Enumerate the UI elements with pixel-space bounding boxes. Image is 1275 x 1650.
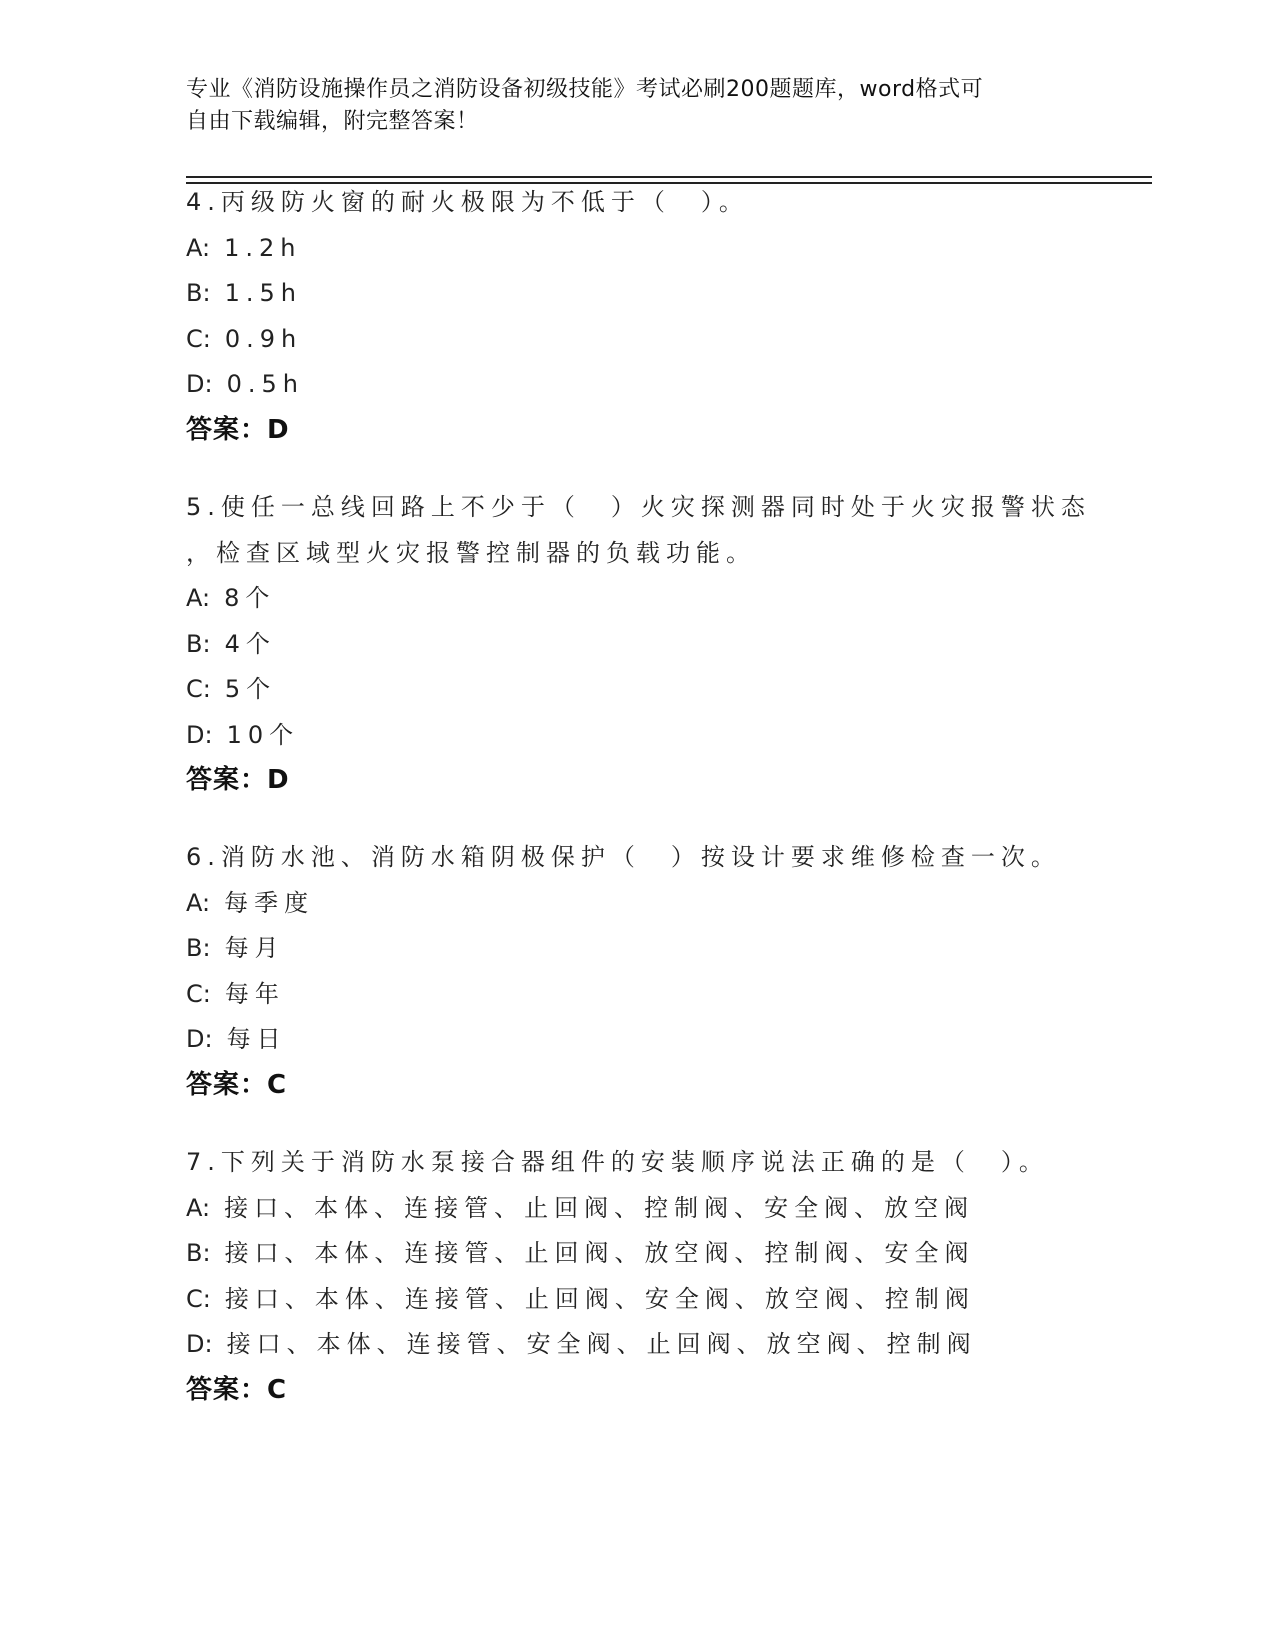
option-c: C: 5个: [186, 675, 277, 703]
option-text: 0.5h: [226, 370, 304, 398]
option-b: B: 每月: [186, 934, 285, 962]
question-text: 6.消防水池、消防水箱阴极保护（ ）按设计要求维修检查一次。: [186, 843, 1061, 871]
option-b: B: 接口、本体、连接管、止回阀、放空阀、控制阀、安全阀: [186, 1239, 975, 1267]
option-a: A: 1.2h: [186, 233, 302, 262]
option-d: D: 每日: [186, 1025, 287, 1053]
option-a: A: 接口、本体、连接管、止回阀、控制阀、安全阀、放空阀: [186, 1193, 975, 1222]
question-text-continued: ，检查区域型火灾报警控制器的负载功能。: [186, 538, 756, 567]
option-letter: D: [186, 1330, 205, 1358]
question-text: 7.下列关于消防水泵接合器组件的安装顺序说法正确的是（ ）。: [186, 1148, 1049, 1176]
option-text: 每日: [226, 1025, 287, 1053]
option-letter: D: [186, 720, 205, 749]
option-text: 接口、本体、连接管、止回阀、放空阀、控制阀、安全阀: [224, 1239, 975, 1267]
option-d: D: 0.5h: [186, 370, 304, 398]
header-line-1: 专业《消防设施操作员之消防设备初级技能》考试必刷200题题库，word格式可: [186, 77, 984, 102]
question-7: [186, 1140, 1086, 1413]
option-c: C: 接口、本体、连接管、止回阀、安全阀、放空阀、控制阀: [186, 1284, 975, 1313]
option-text: 5个: [224, 675, 277, 703]
option-letter: C: [186, 324, 203, 353]
option-d: D: 接口、本体、连接管、安全阀、止回阀、放空阀、控制阀: [186, 1330, 977, 1358]
option-letter: A: [186, 584, 202, 612]
option-text: 接口、本体、连接管、止回阀、安全阀、放空阀、控制阀: [224, 1284, 975, 1313]
option-letter: D: [186, 1025, 205, 1053]
option-text: 1.2h: [224, 233, 302, 262]
option-text: 每季度: [224, 888, 315, 917]
answer-label: 答案：D: [186, 414, 290, 445]
option-letter: B: [186, 629, 203, 658]
option-text: 10个: [226, 720, 300, 749]
header-line-2: 自由下载编辑，附完整答案！: [186, 109, 479, 134]
option-letter: C: [186, 1284, 203, 1313]
question-4: [186, 180, 1086, 453]
answer-label: 答案：C: [186, 1069, 288, 1100]
option-letter: A: [186, 888, 202, 917]
option-a: A: 8个: [186, 584, 276, 612]
option-letter: B: [186, 934, 203, 962]
option-text: 接口、本体、连接管、止回阀、控制阀、安全阀、放空阀: [224, 1193, 975, 1222]
question-text: 5.使任一总线回路上不少于（ ）火灾探测器同时处于火灾报警状态: [186, 493, 1091, 521]
option-letter: B: [186, 1239, 203, 1267]
option-text: 1.5h: [224, 279, 302, 307]
option-text: 8个: [224, 584, 276, 612]
option-letter: B: [186, 279, 203, 307]
option-b: B: 4个: [186, 629, 276, 658]
option-a: A: 每季度: [186, 888, 315, 917]
option-letter: C: [186, 979, 203, 1008]
option-letter: A: [186, 233, 202, 262]
option-letter: A: [186, 1193, 202, 1222]
answer-label: 答案：D: [186, 765, 290, 795]
question-5: [186, 485, 1091, 804]
option-letter: D: [186, 370, 205, 398]
option-d: D: 10个: [186, 720, 300, 749]
header-divider-top: [186, 176, 1152, 178]
option-text: 每月: [224, 934, 285, 962]
question-text: 4.丙级防火窗的耐火极限为不低于（ ）。: [186, 188, 749, 216]
answer-label: 答案：C: [186, 1374, 288, 1405]
option-b: B: 1.5h: [186, 279, 302, 307]
question-6: [186, 835, 1086, 1108]
option-text: 每年: [224, 979, 285, 1008]
option-text: 4个: [224, 629, 276, 658]
option-letter: C: [186, 675, 203, 703]
option-c: C: 0.9h: [186, 324, 303, 353]
option-text: 接口、本体、连接管、安全阀、止回阀、放空阀、控制阀: [226, 1330, 977, 1358]
option-c: C: 每年: [186, 979, 285, 1008]
option-text: 0.9h: [224, 324, 303, 353]
document-header: [186, 74, 1066, 138]
